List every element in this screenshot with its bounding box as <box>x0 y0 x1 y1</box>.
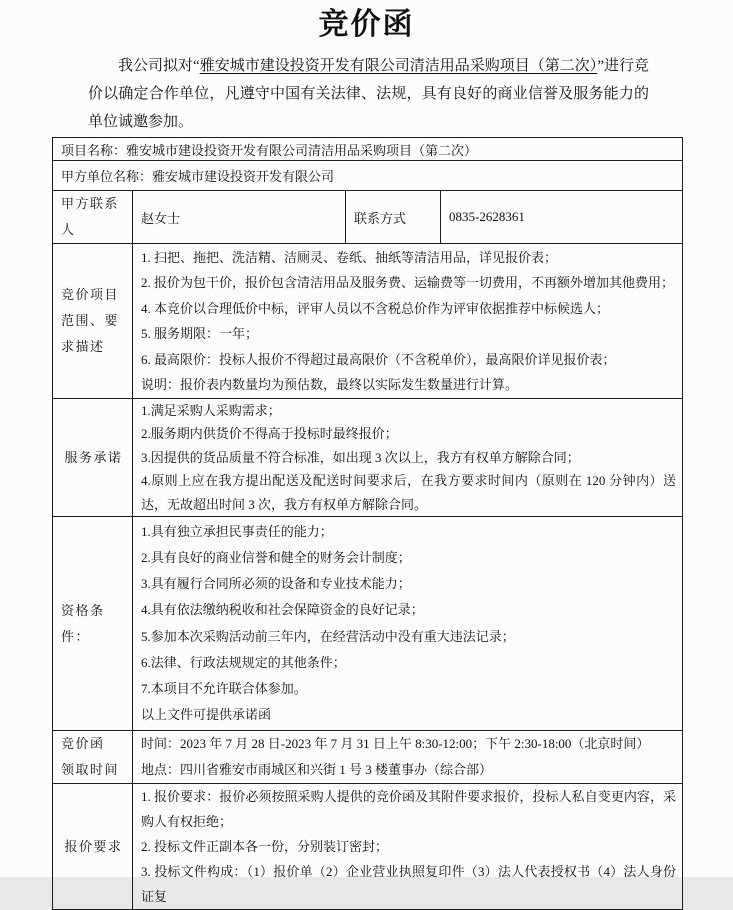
scope-item: 6. 最高限价：投标人报价不得超过最高限价（不含税单价），最高限价详见报价表； <box>141 351 616 367</box>
qualification-content-cell <box>133 517 683 731</box>
collection-content-cell <box>133 731 683 784</box>
project-name-label: 项目名称： <box>61 142 127 158</box>
scope-item: 2. 报价为包干价，报价包含清洁用品及服务费、运输费等一切费用，不再额外增加其他费用； <box>141 275 675 290</box>
scope-label: 竞价项目范围、要求描述 <box>61 287 120 354</box>
quotation-item: 1. 报价要求：报价必须按照采购人提供的竞价函及其附件要求报价，投标人私自变更内容，采购人有权拒绝； <box>141 789 677 830</box>
qualification-item: 4.具有依法缴纳税收和社会保障资金的良好记录； <box>141 602 424 618</box>
qualification-item: 2.具有良好的商业信誉和健全的财务会计制度； <box>141 549 411 565</box>
collection-item: 地点：四川省雅安市雨城区和兴街 1 号 3 楼董事办（综合部） <box>141 762 493 778</box>
contact-label-cell: 甲方联系人 <box>53 191 133 244</box>
service-item: 4.原则上应在我方提出配送及配送时间要求后，在我方要求时间内（原则在 120 分钟内）送达，无故超出时间 3 次，我方有权单方解除合同。 <box>141 473 677 512</box>
row-collection-time <box>53 731 683 784</box>
quotation-item: 3. 投标文件构成：（1）报价单（2）企业营业执照复印件（3）法人代表授权书（4）法人身份证复 <box>141 864 677 905</box>
qualification-label-cell <box>53 517 133 731</box>
collection-label-cell <box>53 731 133 784</box>
contact-value-cell: 赵女士 <box>133 191 346 244</box>
phone-label-cell: 联系方式 <box>346 191 441 244</box>
party-a-cell <box>53 161 683 191</box>
service-item: 3.因提供的货品质量不符合标准，如出现 3 次以上，我方有权单方解除合同； <box>141 449 580 465</box>
scope-item: 1. 扫把、拖把、洗洁精、洁厕灵、卷纸、抽纸等清洁用品，详见报价表； <box>141 249 558 265</box>
row-scope <box>53 244 683 399</box>
qualification-item: 5.参加本次采购活动前三年内，在经营活动中没有重大违法记录； <box>141 628 515 644</box>
row-quotation <box>53 784 683 910</box>
quotation-content-cell <box>133 784 683 910</box>
qualification-item: 1.具有独立承担民事责任的能力； <box>141 523 333 539</box>
project-name-cell <box>53 138 683 161</box>
collection-label-line: 竞价函 <box>61 736 105 752</box>
service-label-cell <box>53 399 133 517</box>
phone-value-cell: 0835-2628361 <box>441 191 683 244</box>
scope-item: 5. 服务期限：一年； <box>141 326 259 341</box>
intro-paragraph <box>88 52 649 136</box>
qualification-item: 以上文件可提供承诺函 <box>141 707 272 723</box>
row-party-a <box>53 161 683 191</box>
collection-label-line: 领取时间 <box>61 762 120 778</box>
row-service <box>53 399 683 517</box>
collection-item: 时间：2023 年 7 月 28 日-2023 年 7 月 31 日上午 8:30-12:00；下午 2:30-18:00（北京时间） <box>141 736 650 752</box>
qualification-item: 7.本项目不允许联合体参加。 <box>141 680 307 696</box>
service-item: 1.满足采购人采购需求； <box>141 403 281 418</box>
qualification-item: 3.具有履行合同所必须的设备和专业技术能力； <box>141 576 411 592</box>
scope-item: 说明：报价表内数量均为预估数，最终以实际发生数量进行计算。 <box>141 377 519 392</box>
row-qualification <box>53 517 683 731</box>
service-item: 2.服务期内供货价不得高于投标时最终报价； <box>141 426 398 442</box>
scope-item: 4. 本竞价以合理低价中标，评审人员以不含税总价作为评审依据推荐中标候选人； <box>141 300 610 316</box>
intro-suffix: ”进行竞价以确定合作单位，凡遵守中国有关法律、法规，具有良好的商业信誉及服务能力的单位诚邀参加。 <box>88 58 649 130</box>
scope-content-cell <box>133 244 683 399</box>
row-project-name <box>53 138 683 161</box>
project-name-underlined: 雅安城市建设投资开发有限公司清洁用品采购项目（第二次） <box>199 58 598 74</box>
intro-prefix: 我公司拟对“ <box>118 58 200 74</box>
qualification-item: 6.法律、行政法规规定的其他条件； <box>141 654 346 670</box>
project-name-value: 雅安城市建设投资开发有限公司清洁用品采购项目（第二次） <box>126 142 478 158</box>
document-title: 竞价函 <box>318 8 415 41</box>
quotation-item: 2. 投标文件正副本各一份，分别装订密封； <box>141 839 389 855</box>
party-a-label: 甲方单位名称： <box>61 169 153 184</box>
service-content-cell <box>133 399 683 517</box>
quotation-label: 报价要求 <box>64 838 123 854</box>
scope-label-cell <box>53 244 133 399</box>
party-a-value: 雅安城市建设投资开发有限公司 <box>152 169 335 184</box>
bid-table <box>52 137 683 910</box>
row-contact <box>53 191 683 244</box>
qualification-label: 资格条件： <box>61 602 105 644</box>
quotation-label-cell <box>53 784 133 910</box>
service-label: 服务承诺 <box>64 449 123 465</box>
